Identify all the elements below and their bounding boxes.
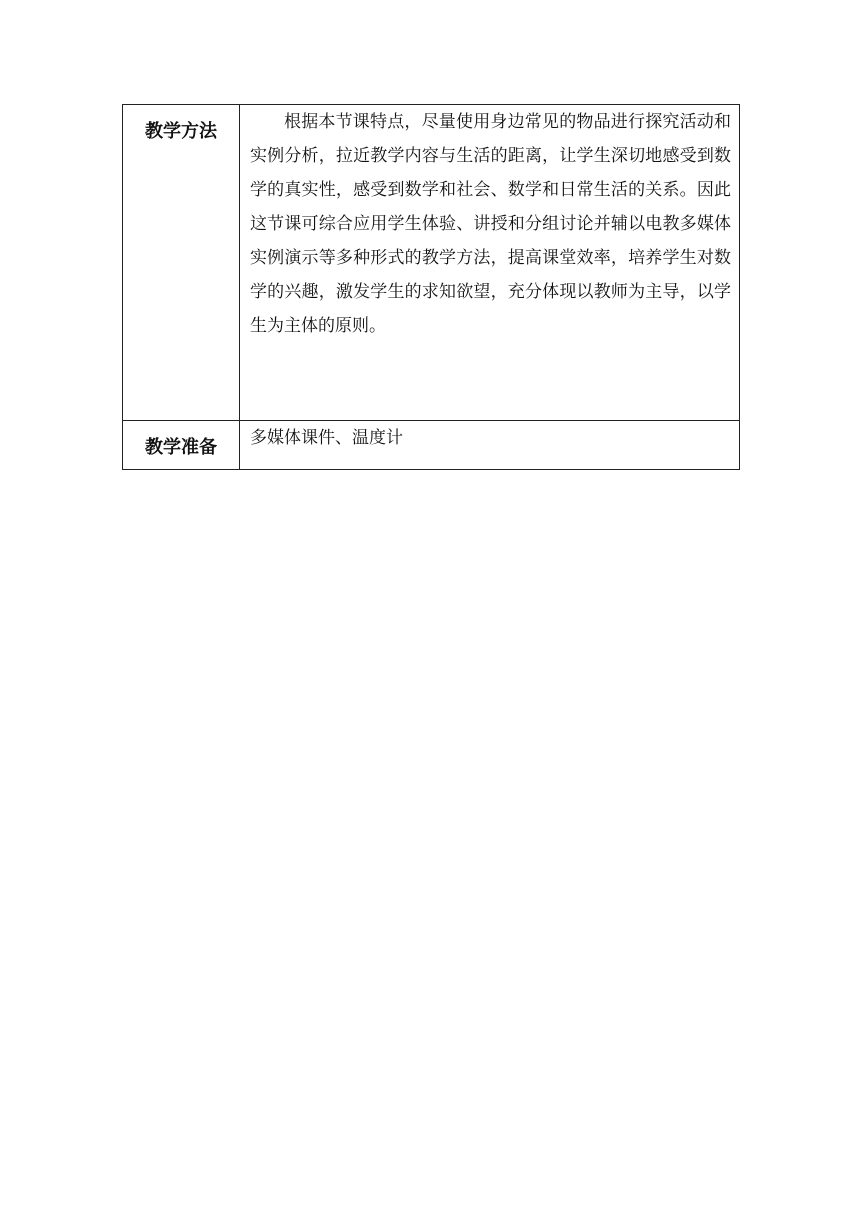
teaching-preparation-text: 多媒体课件、温度计 <box>250 428 403 448</box>
teaching-method-label-cell <box>123 105 240 421</box>
lesson-plan-table <box>122 104 740 470</box>
table-row-teaching-preparation <box>123 421 740 470</box>
teaching-method-content-cell <box>240 105 740 421</box>
teaching-method-text: 根据本节课特点，尽量使用身边常见的物品进行探究活动和实例分析，拉近教学内容与生活的距离，让学生深切地感受到数学的真实性，感受到数学和社会、数学和日常生活的关系。因此这节课可综合应用学生体验、讲授和分组讨论并辅以电教多媒体实例演示等多种形式的教学方法，提高课堂效率，培养学生对数学的兴趣，激发学生的求知欲望，充分体现以教师为主导，以学生为主体的原则。 <box>250 112 731 336</box>
teaching-preparation-label-cell <box>123 421 240 470</box>
table-row-teaching-method <box>123 105 740 421</box>
teaching-preparation-label: 教学准备 <box>145 437 217 458</box>
teaching-method-label: 教学方法 <box>145 121 217 142</box>
teaching-preparation-content-cell <box>240 421 740 470</box>
